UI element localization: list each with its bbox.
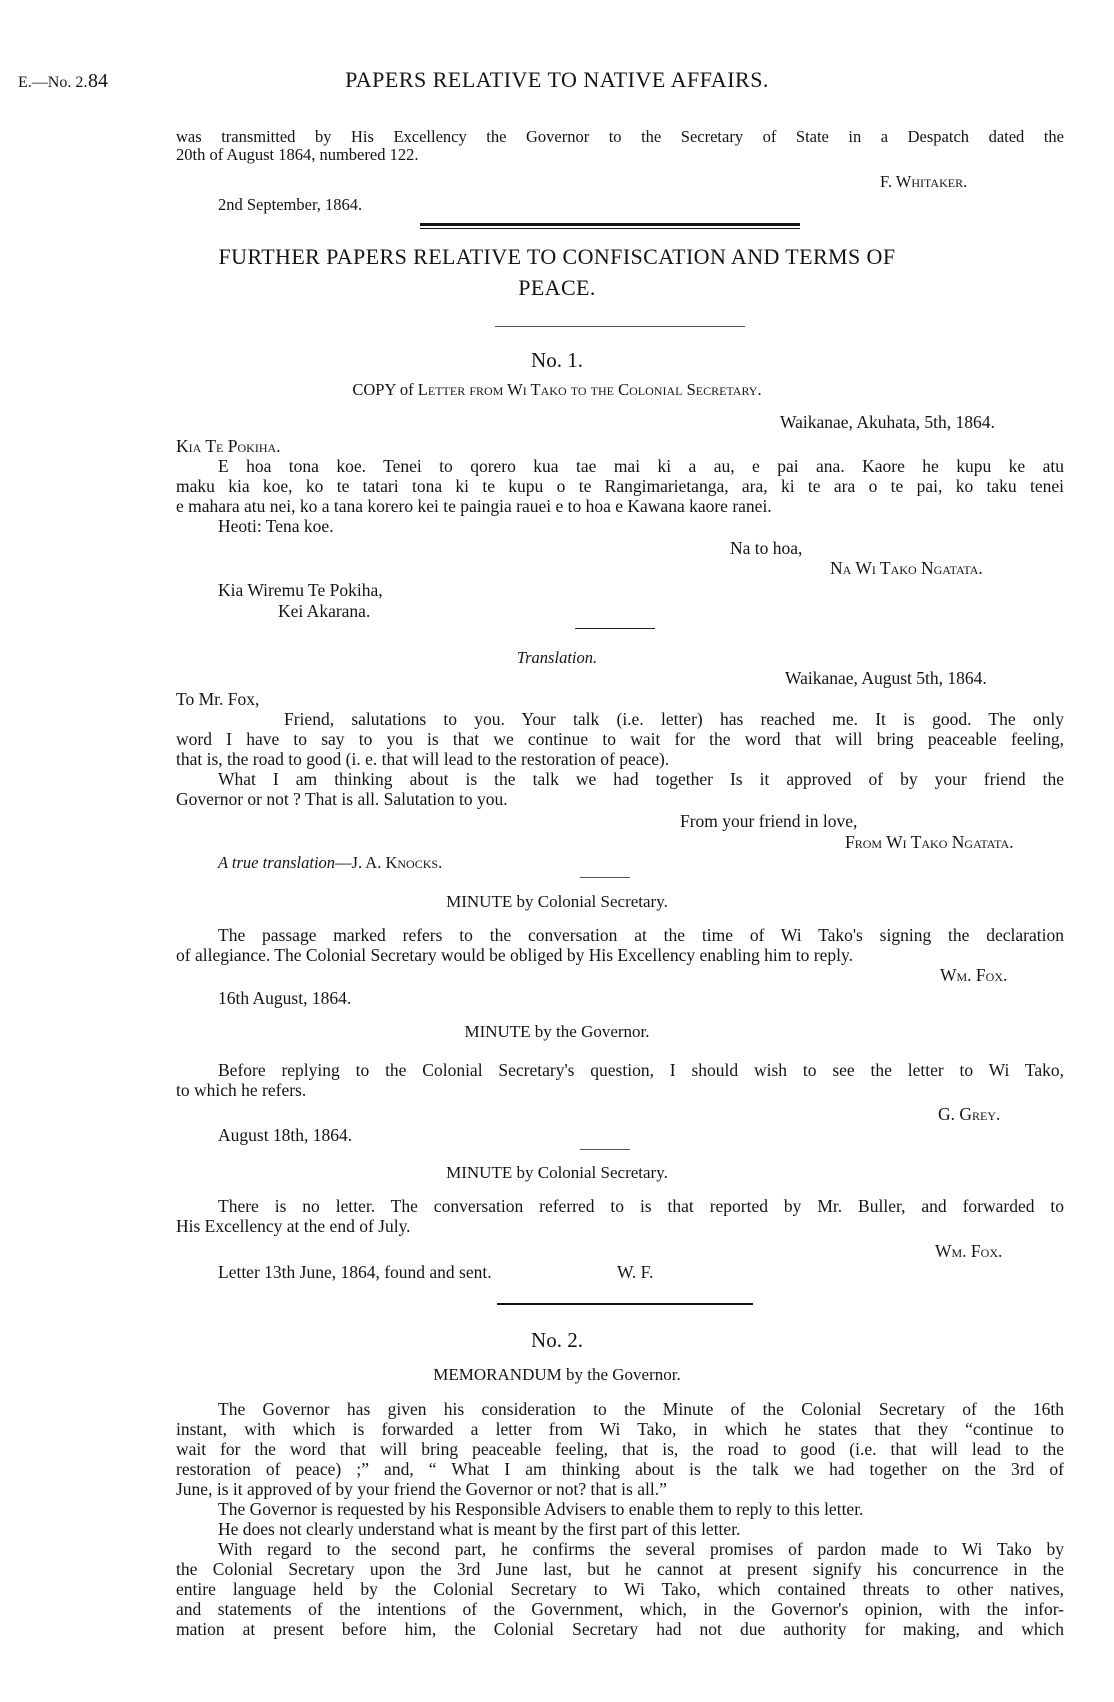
page-number: 84 bbox=[88, 70, 108, 92]
true-translation-attribution: A true translation—J. A. Knocks. bbox=[218, 853, 443, 872]
section-title-line-2: PEACE. bbox=[518, 275, 596, 300]
document-reference: E.—No. 2. bbox=[18, 74, 88, 91]
section-divider-thin bbox=[420, 228, 800, 229]
minute3-body-line-1: There is no letter. The conversation referred to is that reported by Mr. Buller, and forwarded to bbox=[218, 1196, 1064, 1216]
minute3-title: MINUTE by Colonial Secretary. bbox=[446, 1163, 668, 1182]
translation-sign-1: From your friend in love, bbox=[680, 811, 858, 831]
no2-heading: No. 2. bbox=[531, 1328, 583, 1352]
minute2-body-line-1: Before replying to the Colonial Secretary's question, I should wish to see the letter to Wi Tako, bbox=[218, 1060, 1064, 1080]
no1-subheading: COPY of Letter from Wi Tako to the Colonial Secretary. bbox=[352, 380, 762, 399]
translation-salutation: To Mr. Fox, bbox=[176, 689, 260, 709]
translation-label: Translation. bbox=[516, 648, 598, 667]
minute1-date: 16th August, 1864. bbox=[218, 988, 352, 1008]
no1-body-line-3: e mahara atu nei, ko a tana korero kei te paingia rauei e to hoa e Kawana kaore ranei. bbox=[176, 496, 772, 516]
no1-address-2: Kei Akarana. bbox=[278, 601, 371, 621]
intro-line-2: 20th of August 1864, numbered 122. bbox=[176, 145, 419, 164]
minute3-rule bbox=[580, 1149, 630, 1150]
minute1-rule bbox=[580, 877, 630, 878]
intro-line-1: was transmitted by His Excellency the Governor to the Secretary of State in a Despatch dated the bbox=[176, 127, 1064, 146]
no1-closing: Heoti: Tena koe. bbox=[218, 516, 334, 536]
minute1-title: MINUTE by Colonial Secretary. bbox=[446, 892, 668, 911]
memo-line-3: wait for the word that will bring peaceable feeling, that is, the road to good (i.e. that will lead to the bbox=[176, 1439, 1064, 1459]
translation-body-line-3: that is, the road to good (i. e. that will lead to the restoration of peace). bbox=[176, 749, 670, 769]
translation-body-line-4: What I am thinking about is the talk we had together Is it approved of by your friend the bbox=[218, 769, 1064, 789]
no1-sign-1: Na to hoa, bbox=[730, 538, 803, 558]
minute3-body-line-2: His Excellency at the end of July. bbox=[176, 1216, 411, 1236]
minute3-signature: Wm. Fox. bbox=[935, 1241, 1003, 1261]
minute2-signature: G. Grey. bbox=[938, 1104, 1001, 1124]
minute3-note: Letter 13th June, 1864, found and sent. bbox=[218, 1262, 492, 1282]
minute1-body-line-1: The passage marked refers to the conversation at the time of Wi Tako's signing the declaration bbox=[218, 925, 1064, 945]
no1-heading: No. 1. bbox=[531, 348, 583, 372]
memo-line-6: The Governor is requested by his Responsible Advisers to enable them to reply to this letter. bbox=[218, 1499, 864, 1519]
no1-salutation: Kia Te Pokiha. bbox=[176, 436, 281, 456]
no2-subheading: MEMORANDUM by the Governor. bbox=[433, 1365, 681, 1384]
memo-line-12: mation at present before him, the Colonial Secretary had not due authority for making, and which bbox=[176, 1619, 1064, 1639]
memo-line-1: The Governor has given his consideration to the Minute of the Colonial Secretary of the 16th bbox=[218, 1399, 1064, 1419]
translation-place-date: Waikanae, August 5th, 1864. bbox=[785, 668, 987, 688]
no1-body-line-1: E hoa tona koe. Tenei to qorero kua tae mai ki a au, e pai ana. Kaore he kupu ke atu bbox=[218, 456, 1064, 476]
translation-sign-2: From Wi Tako Ngatata. bbox=[845, 832, 1014, 852]
section-title-line-1: FURTHER PAPERS RELATIVE TO CONFISCATION AND TERMS OF bbox=[218, 244, 896, 269]
translation-body-line-5: Governor or not ? That is all. Salutation to you. bbox=[176, 789, 508, 809]
minute3-initials: W. F. bbox=[617, 1262, 654, 1282]
section-divider bbox=[420, 223, 800, 226]
minute2-date: August 18th, 1864. bbox=[218, 1125, 353, 1145]
no1-body-line-2: maku kia koe, ko te tatari tona ki te kupu o te Rangimarietanga, ara, ki te ara o te pai, ko taku tenei bbox=[176, 476, 1064, 496]
minute1-body-line-2: of allegiance. The Colonial Secretary would be obliged by His Excellency enabling him to reply. bbox=[176, 945, 853, 965]
memo-line-2: instant, with which is forwarded a letter from Wi Tako, in which he states that they “continue to bbox=[176, 1419, 1064, 1439]
running-title: PAPERS RELATIVE TO NATIVE AFFAIRS. bbox=[345, 67, 769, 92]
memo-line-7: He does not clearly understand what is meant by the first part of this letter. bbox=[218, 1519, 741, 1539]
no2-divider bbox=[497, 1303, 753, 1305]
no1-address-1: Kia Wiremu Te Pokiha, bbox=[218, 580, 383, 600]
intro-signature: F. Whitaker. bbox=[880, 172, 968, 191]
memo-line-5: June, is it approved of by your friend the Governor or not? that is all.” bbox=[176, 1479, 667, 1499]
memo-line-8: With regard to the second part, he confirms the several promises of pardon made to Wi Tako by bbox=[218, 1539, 1064, 1559]
translation-body-line-2: word I have to say to you is that we continue to wait for the word that will bring peaceable feeling, bbox=[176, 729, 1064, 749]
memo-line-11: and statements of the intentions of the Government, which, in the Governor's opinion, with the infor- bbox=[176, 1599, 1064, 1619]
minute2-title: MINUTE by the Governor. bbox=[464, 1022, 650, 1041]
memo-line-10: entire language held by the Colonial Secretary to Wi Tako, which contained threats to other natives, bbox=[176, 1579, 1064, 1599]
minute2-body-line-2: to which he refers. bbox=[176, 1080, 307, 1100]
translation-body-line-1: Friend, salutations to you. Your talk (i.e. letter) has reached me. It is good. The only bbox=[284, 709, 1064, 729]
intro-date: 2nd September, 1864. bbox=[218, 195, 363, 214]
no1-place-date: Waikanae, Akuhata, 5th, 1864. bbox=[780, 412, 995, 432]
minute1-signature: Wm. Fox. bbox=[940, 965, 1008, 985]
memo-line-4: restoration of peace) ;” and, “ What I am thinking about is the talk we had together on the 3rd of bbox=[176, 1459, 1064, 1479]
title-rule bbox=[495, 326, 745, 327]
no1-sign-2: Na Wi Tako Ngatata. bbox=[830, 558, 983, 578]
memo-line-9: the Colonial Secretary upon the 3rd June last, but he cannot at present signify his concurrence in the bbox=[176, 1559, 1064, 1579]
translation-rule bbox=[575, 628, 655, 629]
